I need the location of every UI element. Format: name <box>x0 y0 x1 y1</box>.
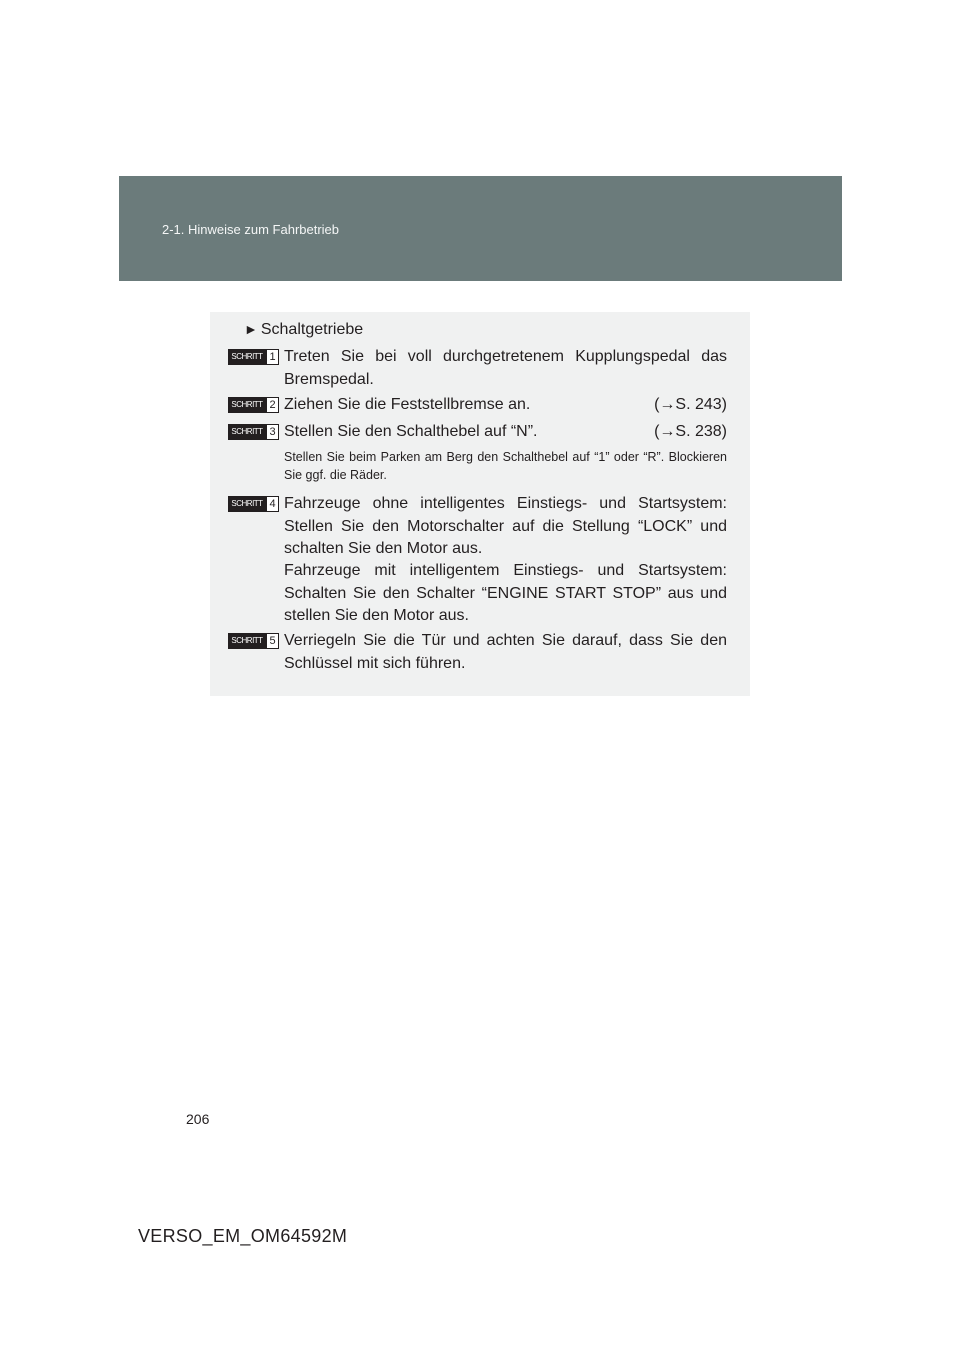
step-badge-label: SCHRITT <box>228 397 266 413</box>
triangle-bullet-icon: ► <box>244 321 258 337</box>
step-instruction: Ziehen Sie die Feststellbremse an. <box>284 396 531 413</box>
step-badge-label: SCHRITT <box>228 349 266 365</box>
subheading-text: Schaltgetriebe <box>260 321 364 338</box>
page-reference: (→S. 243) <box>654 396 727 413</box>
section-header-band <box>119 176 842 281</box>
step-text-alternative: Fahrzeuge mit intelligentem Einstiegs- und Startsystem: Schalten Sie den Schalter “ENGINE START STOP” aus und stellen Sie den Motor aus. <box>284 562 727 624</box>
step-badge <box>228 424 279 440</box>
step-badge-number: 2 <box>266 397 279 413</box>
step-badge-number: 5 <box>266 633 279 649</box>
subheading <box>244 321 363 339</box>
step-badge-number: 3 <box>266 424 279 440</box>
step-text <box>284 421 727 444</box>
step-text: Treten Sie bei voll durchgetretenem Kupplungspedal das Bremspedal. <box>284 348 727 388</box>
step-badge <box>228 397 279 413</box>
step-badge-label: SCHRITT <box>228 496 266 512</box>
step-badge-label: SCHRITT <box>228 424 266 440</box>
page-number: 206 <box>186 1111 210 1127</box>
procedure-box <box>210 312 750 696</box>
step-badge-label: SCHRITT <box>228 633 266 649</box>
document-code: VERSO_EM_OM64592M <box>138 1226 348 1246</box>
step-text <box>284 394 727 417</box>
step-text: Fahrzeuge ohne intelligentes Einstiegs- und Startsystem: Stellen Sie den Motorschalter auf die Stellung “LOCK” und schalten Sie den Motor aus. <box>284 495 727 557</box>
page-reference: (→S. 238) <box>654 423 727 440</box>
step-badge <box>228 496 279 512</box>
step-badge <box>228 633 279 649</box>
step-instruction: Stellen Sie den Schalthebel auf “N”. <box>284 423 538 440</box>
step-badge <box>228 349 279 365</box>
step-badge-number: 1 <box>266 349 279 365</box>
step-badge-number: 4 <box>266 496 279 512</box>
section-title: 2-1. Hinweise zum Fahrbetrieb <box>162 222 340 237</box>
step-text: Verriegeln Sie die Tür und achten Sie darauf, dass Sie den Schlüssel mit sich führen. <box>284 632 727 672</box>
step-note: Stellen Sie beim Parken am Berg den Schalthebel auf “1” oder “R”. Blockieren Sie ggf. die Räder. <box>284 450 727 482</box>
